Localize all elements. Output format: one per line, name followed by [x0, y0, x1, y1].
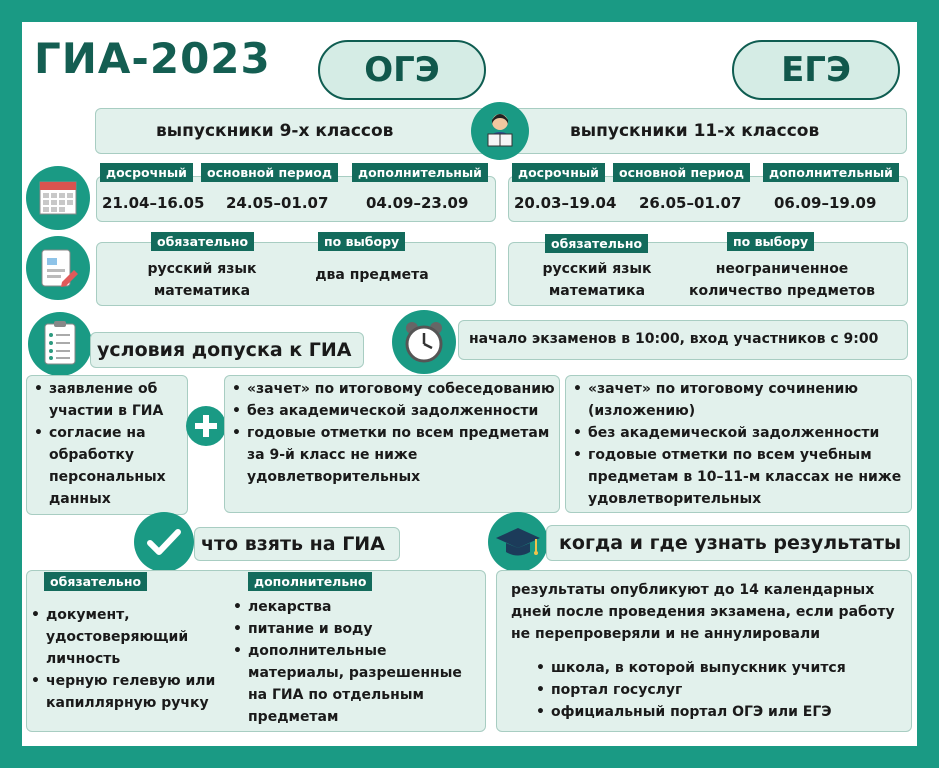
ege-date-value-2: 06.09–19.09	[774, 194, 877, 212]
bring-title: что взять на ГИА	[201, 533, 385, 555]
admission-oge-item: • без академической задолженности	[229, 400, 555, 422]
oge-required-label: обязательно	[151, 232, 254, 251]
ege-date-label-0: досрочный	[512, 163, 605, 182]
results-box	[496, 570, 912, 732]
calendar-icon	[26, 166, 90, 230]
oge-date-value-0: 21.04–16.05	[102, 194, 205, 212]
oge-required-subjects: русский язык математика	[147, 261, 257, 299]
bring-extra-item: • питание и воду	[230, 618, 480, 640]
ege-date-value-1: 26.05–01.07	[639, 194, 742, 212]
results-place-item: • портал госуслуг	[533, 679, 893, 701]
oge-date-label-2: дополнительный	[352, 163, 488, 182]
oge-choice-label: по выбору	[318, 232, 405, 251]
bring-extra-item: • лекарства	[230, 596, 480, 618]
ege-date-value-0: 20.03–19.04	[514, 194, 617, 212]
admission-general-box	[26, 375, 188, 515]
alarm-clock-icon	[392, 310, 456, 374]
admission-oge-item: • годовые отметки по всем предметам за 9-й класс не ниже удовлетворительных	[229, 422, 555, 488]
results-title: когда и где узнать результаты	[559, 532, 902, 554]
bring-extra-label: дополнительно	[248, 572, 372, 591]
admission-general-item: • согласие на обработку персональных данных	[31, 422, 183, 510]
student-reading-icon	[471, 102, 529, 160]
bring-required-label: обязательно	[44, 572, 147, 591]
checklist-icon	[28, 312, 92, 376]
admission-ege-item: • «зачет» по итоговому сочинению (изложению)	[570, 378, 907, 422]
oge-date-value-1: 24.05–01.07	[226, 194, 329, 212]
bring-required-list	[28, 604, 228, 714]
admission-oge-box	[224, 375, 560, 513]
admission-ege-item: • без академической задолженности	[570, 422, 907, 444]
checkmark-icon	[134, 512, 194, 572]
oge-date-value-2: 04.09–23.09	[366, 194, 469, 212]
oge-pill: ОГЭ	[318, 40, 486, 100]
infographic-card	[22, 22, 917, 746]
admission-ege-box	[565, 375, 912, 513]
ege-required-subjects: русский язык математика	[542, 261, 652, 299]
oge-graduates: выпускники 9-х классов	[156, 121, 394, 141]
oge-date-label-1: основной период	[201, 163, 338, 182]
page-title: ГИА-2023	[34, 34, 271, 83]
start-time-box	[458, 320, 908, 360]
bring-required-item: • черную гелевую или капиллярную ручку	[28, 670, 228, 714]
oge-choice-subjects: два предмета	[315, 267, 429, 283]
results-header	[546, 525, 910, 561]
admission-ege-item: • годовые отметки по всем учебным предметам в 10–11-м классах не ниже удовлетворительных	[570, 444, 907, 510]
results-places-list	[533, 657, 893, 723]
admission-general-item: • заявление об участии в ГИА	[31, 378, 183, 422]
ege-graduates: выпускники 11-х классов	[570, 121, 820, 141]
bring-required-item: • документ, удостоверяющий личность	[28, 604, 228, 670]
results-place-item: • школа, в которой выпускник учится	[533, 657, 893, 679]
oge-date-label-0: досрочный	[100, 163, 193, 182]
ege-choice-label: по выбору	[727, 232, 814, 251]
results-text: результаты опубликуют до 14 календарных дней после проведения экзамена, если работу не перепроверяли и не аннулировали	[511, 582, 895, 642]
document-edit-icon	[26, 236, 90, 300]
ege-date-label-2: дополнительный	[763, 163, 899, 182]
ege-pill: ЕГЭ	[732, 40, 900, 100]
graduation-cap-icon	[488, 512, 548, 572]
ege-date-label-1: основной период	[613, 163, 750, 182]
ege-required-label: обязательно	[545, 234, 648, 253]
admission-oge-item: • «зачет» по итоговому собеседованию	[229, 378, 555, 400]
ege-choice-subjects: неограниченное количество предметов	[688, 261, 876, 299]
plus-icon	[186, 406, 226, 446]
admission-header	[90, 332, 364, 368]
bring-extra-list	[230, 596, 480, 728]
bring-header	[194, 527, 400, 561]
start-time-text: начало экзаменов в 10:00, вход участников с 9:00	[469, 331, 879, 347]
bring-extra-item: • дополнительные материалы, разрешенные на ГИА по отдельным предметам	[230, 640, 480, 728]
results-place-item: • официальный портал ОГЭ или ЕГЭ	[533, 701, 893, 723]
admission-title: условия допуска к ГИА	[97, 339, 352, 361]
